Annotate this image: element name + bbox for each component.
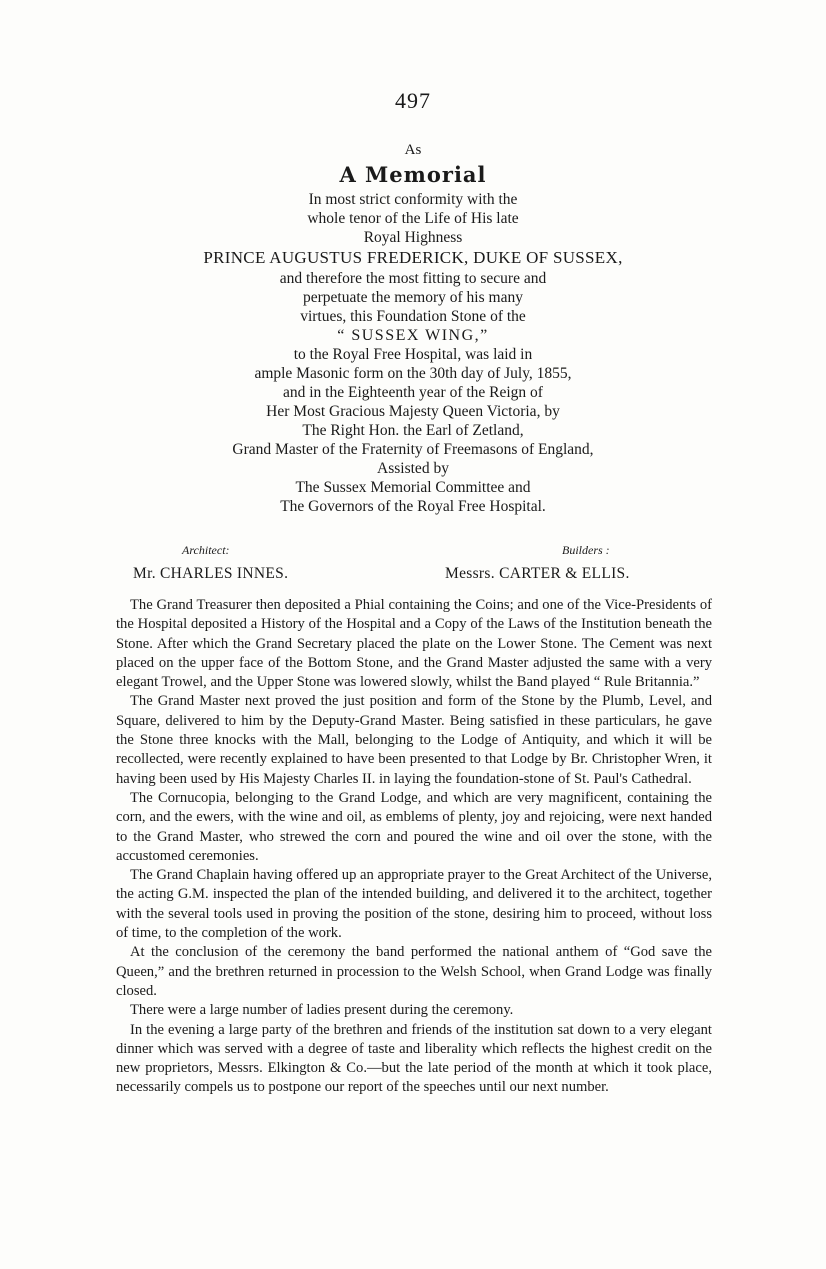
- article-body: [116, 596, 712, 1098]
- paragraph: The Grand Master next proved the just position and form of the Stone by the Plumb, Level, and Square, delivered to him by the Deputy-Grand Master. Being satisfied in these particulars, he gave the Stone three knocks with the Mall, belonging to the Lodge of Antiquity, and which it will be recollected, were recently explained to have been presented to that Lodge by Br. Christopher Wren, it having been used by His Majesty Charles II. in laying the foundation-stone of St. Paul's Cathedral.: [116, 693, 712, 787]
- page-number: 497: [395, 88, 431, 113]
- memorial-heading: A Memorial: [339, 162, 487, 187]
- credits: [0, 543, 826, 587]
- inscription-line: virtues, this Foundation Stone of the: [300, 308, 526, 325]
- inscription-line: Her Most Gracious Majesty Queen Victoria, by: [266, 403, 560, 420]
- architect-label: Architect:: [182, 543, 230, 557]
- paragraph: In the evening a large party of the brethren and friends of the institution sat down to a very elegant dinner which was served with a degree of taste and liberality which reflects the highest credit on the new proprietors, Messrs. Elkington & Co.—but the late period of the month at which it took place, necessarily compels us to postpone our report of the speeches until our next number.: [116, 1021, 712, 1096]
- architect-name: Mr. CHARLES INNES.: [133, 565, 289, 582]
- inscription-line: The Sussex Memorial Committee and: [295, 479, 531, 496]
- inscription-line: The Right Hon. the Earl of Zetland,: [302, 422, 524, 439]
- wing-name: “ SUSSEX WING,”: [337, 327, 489, 344]
- memorial-inscription: [0, 141, 826, 516]
- inscription-line: Royal Highness: [363, 229, 463, 246]
- inscription-line: to the Royal Free Hospital, was laid in: [293, 346, 533, 363]
- inscription-line: Assisted by: [377, 460, 449, 477]
- paragraph: At the conclusion of the ceremony the band performed the national anthem of “God save the Queen,” and the brethren returned in procession to the Welsh School, when Grand Lodge was finally closed.: [116, 944, 712, 999]
- inscription-line: In most strict conformity with the: [308, 191, 518, 208]
- prince-name: PRINCE AUGUSTUS FREDERICK, DUKE OF SUSSEX,: [203, 248, 623, 267]
- inscription-line: and in the Eighteenth year of the Reign of: [283, 384, 543, 401]
- inscription-line: perpetuate the memory of his many: [303, 289, 523, 306]
- builders-name: Messrs. CARTER & ELLIS.: [445, 565, 630, 582]
- inscription-line: ample Masonic form on the 30th day of July, 1855,: [254, 365, 572, 382]
- inscription-line: whole tenor of the Life of His late: [307, 210, 519, 227]
- inscription-line: and therefore the most fitting to secure and: [279, 270, 547, 287]
- paragraph: The Grand Treasurer then deposited a Phial containing the Coins; and one of the Vice-Presidents of the Hospital deposited a History of the Hospital and a Copy of the Laws of the Institution beneath the Stone. After which the Grand Secretary placed the plate on the Lower Stone. The Cement was next placed on the upper face of the Bottom Stone, and the Grand Master adjusted the same with a very elegant Trowel, and the Upper Stone was lowered slowly, whilst the Band played “ Rule Britannia.”: [116, 597, 712, 691]
- inscription-line: As: [404, 142, 422, 158]
- inscription-line: Grand Master of the Fraternity of Freemasons of England,: [232, 441, 594, 458]
- paragraph: There were a large number of ladies present during the ceremony.: [130, 1002, 514, 1019]
- builders-label: Builders :: [562, 543, 610, 557]
- inscription-line: The Governors of the Royal Free Hospital.: [280, 498, 546, 515]
- paragraph: The Grand Chaplain having offered up an appropriate prayer to the Great Architect of the Universe, the acting G.M. inspected the plan of the intended building, and delivered it to the architect, together with the several tools used in proving the position of the stone, desiring him to proceed, without loss of time, to the completion of the work.: [116, 867, 712, 942]
- paragraph: The Cornucopia, belonging to the Grand Lodge, and which are very magnificent, containing the corn, and the ewers, with the wine and oil, as emblems of plenty, joy and rejoicing, were next handed to the Grand Master, who strewed the corn and poured the wine and oil over the stone, with the accustomed ceremonies.: [116, 789, 712, 864]
